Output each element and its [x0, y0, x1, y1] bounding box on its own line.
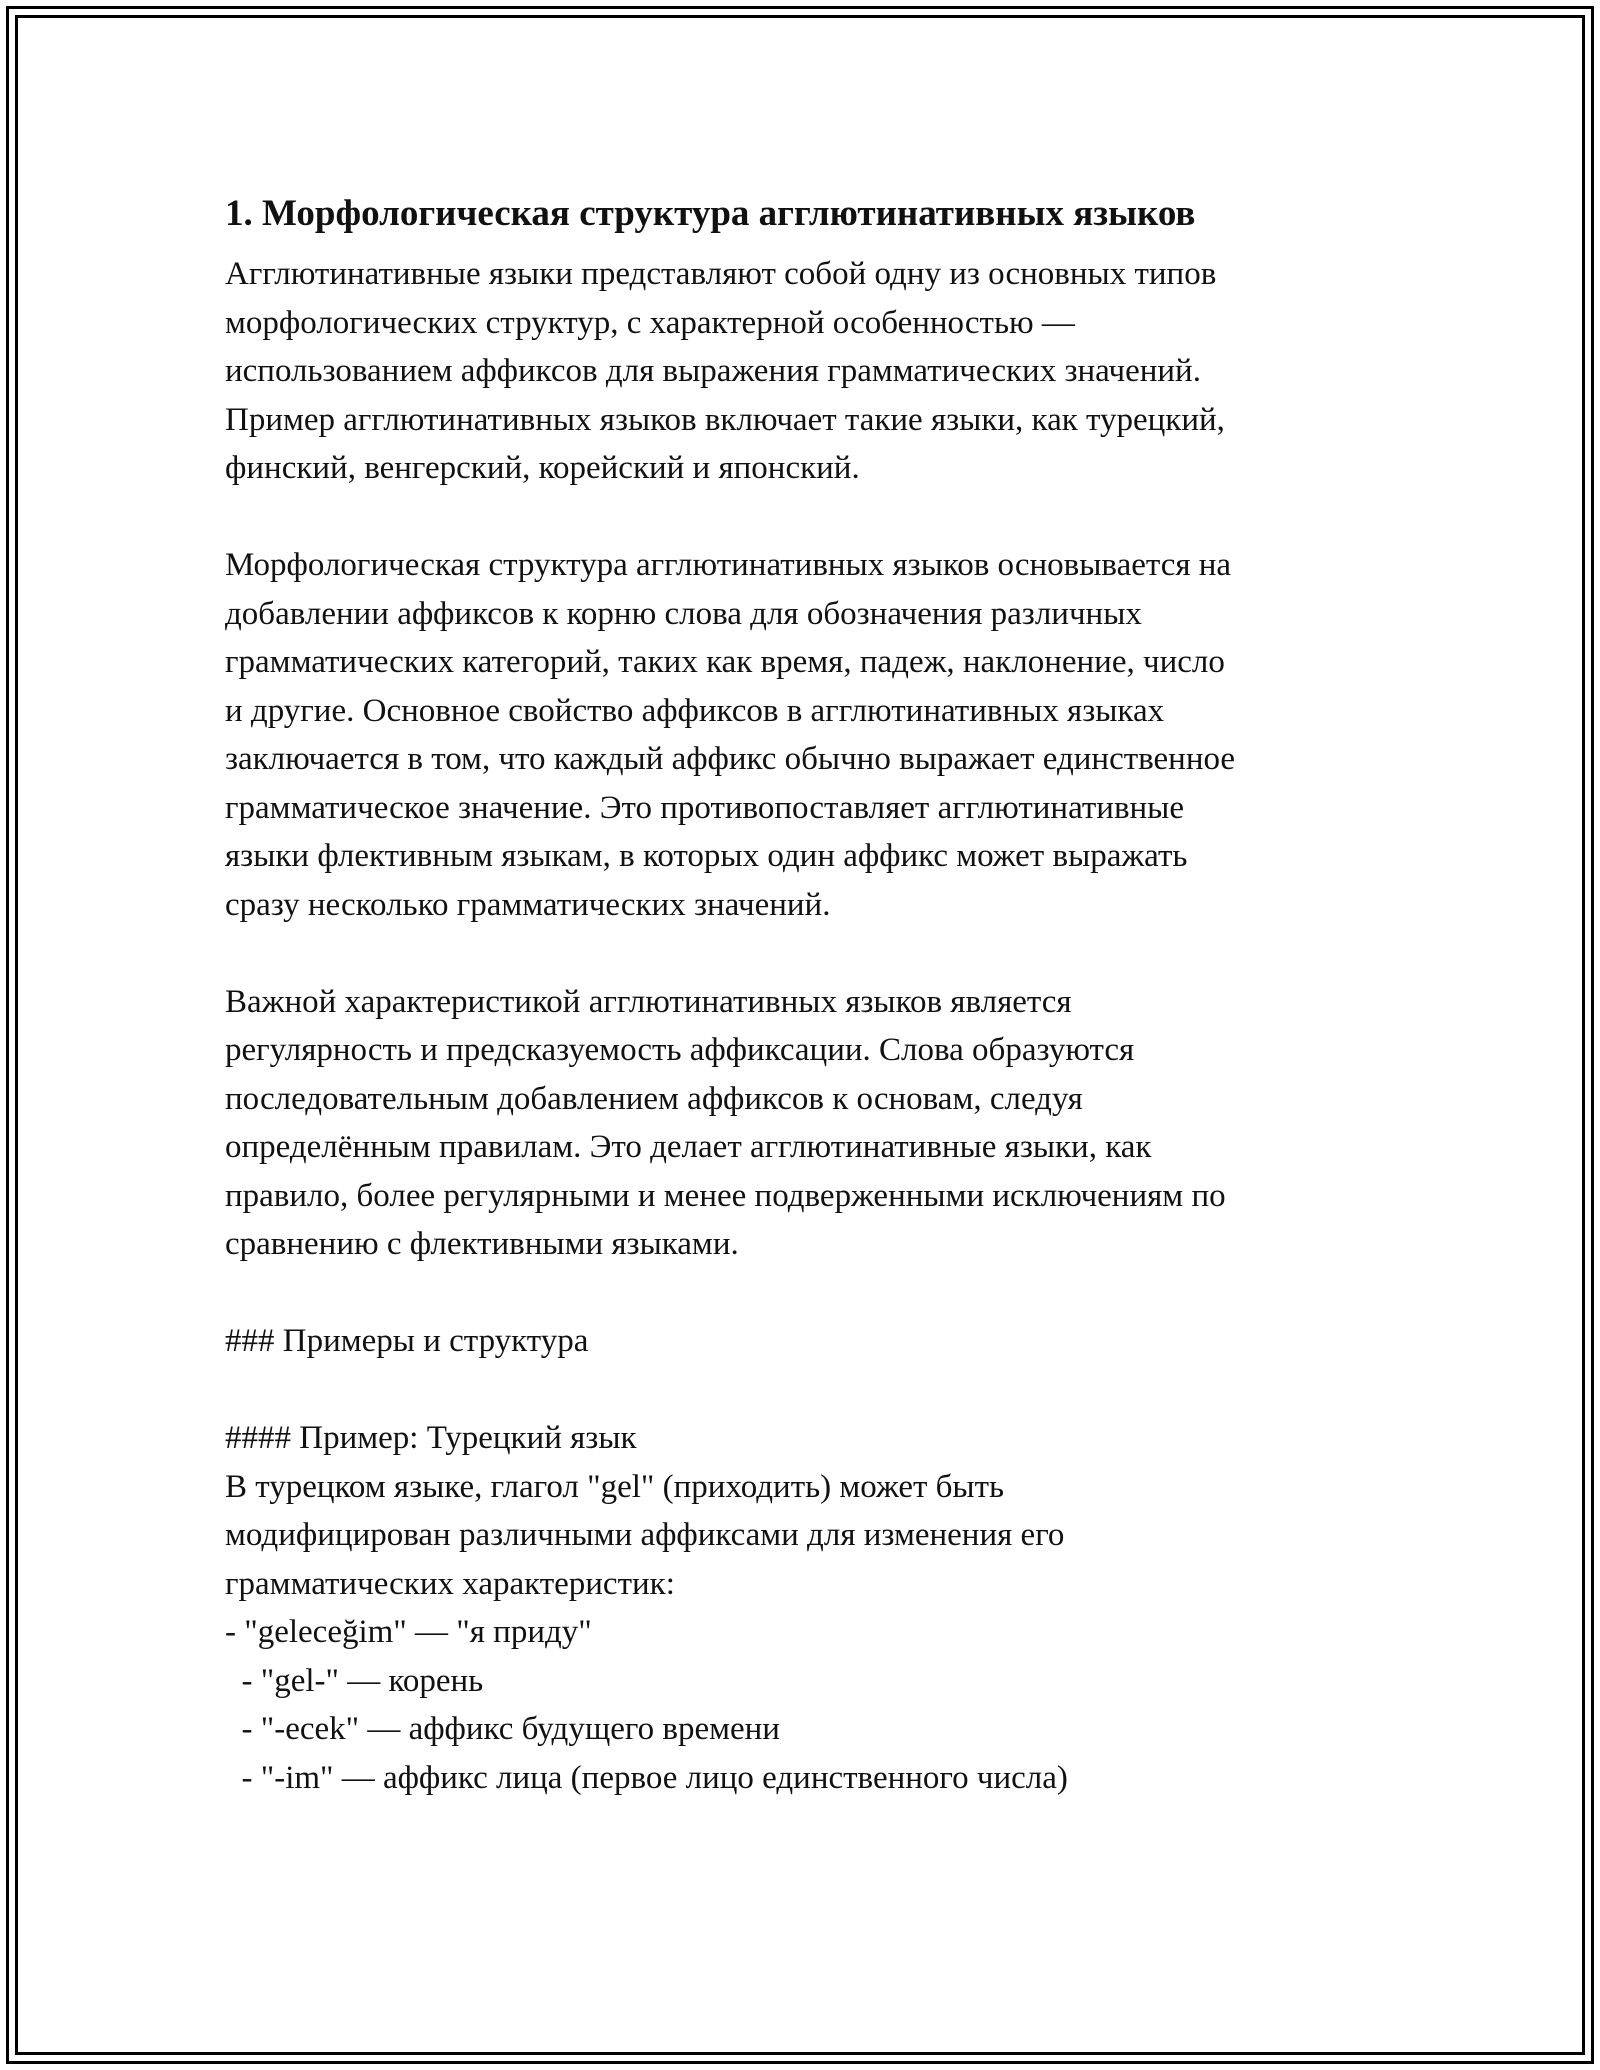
heading-spacer	[225, 242, 1375, 250]
list-item: - "-im" — аффикс лица (первое лицо единственного числа)	[225, 1759, 1068, 1796]
paragraph-spacer	[225, 1366, 1375, 1415]
section-heading: 1. Морфологическая структура агглютинативных языков	[225, 193, 1196, 234]
text-line: финский, венгерский, корейский и японский.	[225, 450, 860, 486]
text-line: грамматическое значение. Это противопоставляет агглютинативные	[225, 789, 1184, 826]
example-turkish	[225, 1414, 1375, 1802]
text-line: Важной характеристикой агглютинативных языков является	[225, 983, 1072, 1020]
text-line: В турецком языке, глагол "gel" (приходить) может быть	[225, 1468, 1005, 1505]
paragraph-spacer	[225, 1269, 1375, 1318]
document-body	[225, 186, 1375, 1802]
text-line: грамматических категорий, таких как время, падеж, наклонение, число	[225, 644, 1225, 680]
list-item: - "geleceğim" — "я приду"	[225, 1614, 592, 1650]
text-line: определённым правилам. Это делает агглютинативные языки, как	[225, 1129, 1152, 1165]
text-line: #### Пример: Турецкий язык	[225, 1420, 637, 1456]
text-line: модифицирован различными аффиксами для изменения его	[225, 1517, 1065, 1553]
text-line: регулярность и предсказуемость аффиксации. Слова образуются	[225, 1032, 1135, 1068]
paragraph-spacer	[225, 929, 1375, 978]
text-line: сразу несколько грамматических значений.	[225, 886, 831, 923]
text-line: заключается в том, что каждый аффикс обычно выражает единственное	[225, 741, 1236, 777]
text-line: Пример агглютинативных языков включает такие языки, как турецкий,	[225, 401, 1225, 438]
text-line: языки флективным языкам, в которых один аффикс может выражать	[225, 838, 1188, 874]
text-line: правило, более регулярными и менее подверженными исключениям по	[225, 1177, 1226, 1214]
text-line: и другие. Основное свойство аффиксов в агглютинативных языках	[225, 692, 1165, 729]
text-line: грамматических характеристик:	[225, 1565, 675, 1602]
text-line: Морфологическая структура агглютинативных языков основывается на	[225, 547, 1232, 583]
list-item: - "gel-" — корень	[225, 1662, 484, 1699]
subheading-examples	[225, 1317, 1375, 1366]
text-line: ### Примеры и структура	[225, 1323, 589, 1359]
text-line: использованием аффиксов для выражения грамматических значений.	[225, 353, 1201, 389]
text-line: добавлении аффиксов к корню слова для обозначения различных	[225, 595, 1142, 632]
list-item: - "-ecek" — аффикс будущего времени	[225, 1711, 780, 1747]
text-line: последовательным добавлением аффиксов к основам, следуя	[225, 1080, 1083, 1117]
paragraph-structure	[225, 541, 1375, 929]
text-line: сравнению с флективными языками.	[225, 1226, 739, 1262]
paragraph-regularity	[225, 978, 1375, 1269]
paragraph-intro	[225, 250, 1375, 493]
text-line: морфологических структур, с характерной особенностью —	[225, 304, 1075, 341]
text-line: Агглютинативные языки представляют собой одну из основных типов	[225, 256, 1217, 292]
paragraph-spacer	[225, 493, 1375, 542]
